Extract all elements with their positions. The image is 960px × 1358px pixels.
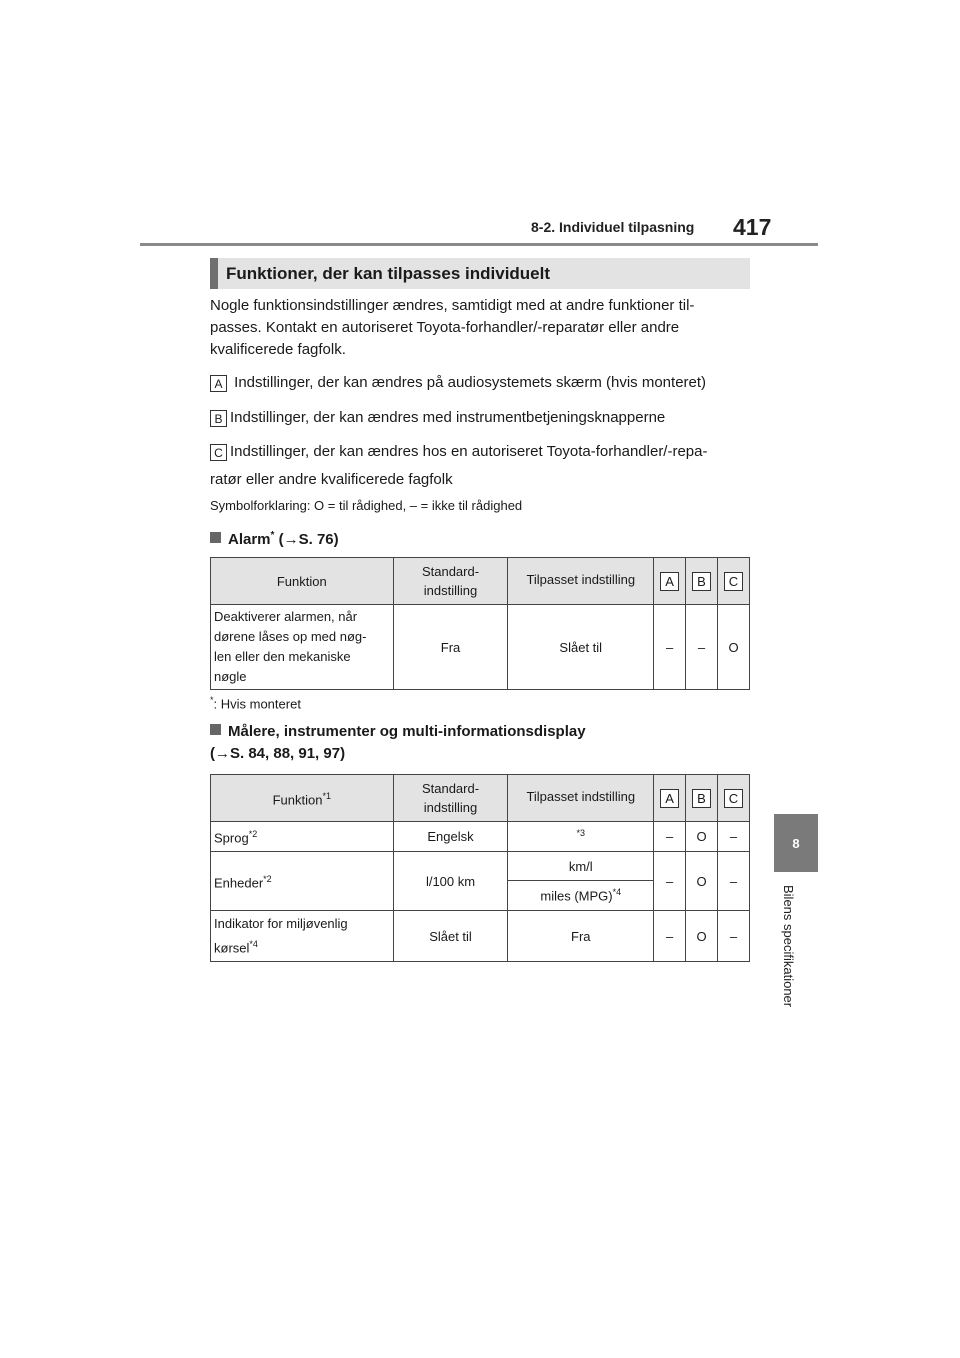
- footnote-text: : Hvis monteret: [213, 696, 301, 712]
- col-header-custom: Tilpasset indstilling: [508, 775, 654, 822]
- legend-item-c-cont: [210, 471, 453, 491]
- cell-function-text: Sprog: [214, 830, 249, 846]
- letter-b-box: B: [692, 789, 711, 808]
- cell-custom: [508, 881, 654, 911]
- section-title-text: Funktioner, der kan tilpasses individuelt: [226, 263, 551, 283]
- letter-a-box: A: [660, 789, 679, 808]
- alarm-heading-sup: *: [270, 530, 275, 541]
- cell-a: –: [654, 911, 686, 962]
- alarm-heading-ref: (→S. 76): [274, 531, 339, 548]
- cell-a: –: [654, 605, 686, 690]
- cell-default: Fra: [393, 605, 508, 690]
- col-header-default: [393, 558, 508, 605]
- alarm-heading: [210, 525, 339, 551]
- cell-function: [211, 911, 394, 962]
- cell-b: O: [686, 911, 718, 962]
- alarm-heading-text: Alarm: [228, 531, 271, 548]
- meters-heading-ref: (→S. 84, 88, 91, 97): [210, 745, 346, 762]
- intro-line: Nogle funktionsindstillinger ændres, samtidigt med at andre funktioner til-: [210, 297, 695, 314]
- cell-function-line: len eller den mekaniske: [214, 649, 351, 664]
- cell-a: –: [654, 852, 686, 911]
- square-bullet-icon: [210, 724, 221, 735]
- cell-function-text: Enheder: [214, 875, 264, 891]
- alarm-footnote: [210, 695, 301, 711]
- col-header-c: [718, 558, 750, 605]
- col-header-default-line: indstilling: [423, 583, 478, 598]
- col-header-function-sup: *1: [322, 790, 331, 801]
- cell-function-line: Indikator for miljøvenlig: [214, 915, 348, 931]
- cell-custom: Fra: [508, 911, 654, 962]
- letter-b-box: B: [210, 410, 227, 427]
- intro-line: passes. Kontakt en autoriseret Toyota-forhandler/-reparatør eller andre: [210, 319, 680, 336]
- cell-function-sup: *2: [248, 829, 258, 840]
- col-header-function: Funktion: [211, 558, 394, 605]
- cell-function-sup: *4: [249, 938, 258, 949]
- chapter-title: Bilens specifikationer: [781, 885, 796, 1008]
- cell-a: –: [654, 822, 686, 852]
- cell-b: O: [686, 852, 718, 911]
- letter-c-box: C: [724, 789, 743, 808]
- col-header-function-text: Funktion: [272, 792, 323, 808]
- header-rule: [140, 243, 818, 246]
- cell-function: [211, 605, 394, 690]
- col-header-default-line: Standard-: [421, 564, 480, 579]
- meters-heading: [210, 721, 586, 765]
- cell-c: O: [718, 605, 750, 690]
- table-row: [211, 605, 750, 690]
- legend-text: Indstillinger, der kan ændres hos en autoriseret Toyota-forhandler/-repa-: [230, 443, 708, 460]
- cell-default: Slået til: [393, 911, 508, 962]
- meters-heading-text: Målere, instrumenter og multi-informationsdisplay: [228, 723, 586, 740]
- cell-default: l/100 km: [393, 852, 508, 911]
- cell-custom: km/l: [508, 852, 654, 881]
- footnote-mark: *: [210, 695, 214, 705]
- cell-b: O: [686, 822, 718, 852]
- legend-text: ratør eller andre kvalificerede fagfolk: [210, 471, 453, 488]
- col-header-custom: Tilpasset indstilling: [508, 558, 654, 605]
- cell-function-sup: *2: [263, 873, 272, 884]
- col-header-c: [718, 775, 750, 822]
- square-bullet-icon: [210, 532, 221, 543]
- letter-a-box: A: [660, 572, 679, 591]
- col-header-a: [654, 775, 686, 822]
- table-header-row: [211, 775, 750, 822]
- cell-custom-sup: *4: [612, 887, 622, 898]
- cell-function-line: kørsel: [214, 940, 250, 956]
- section-title: [210, 258, 750, 289]
- cell-function: [211, 852, 394, 911]
- intro-line: kvalificerede fagfolk.: [210, 341, 346, 358]
- table-row: [211, 852, 750, 881]
- section-header: 8-2. Individuel tilpasning: [531, 219, 695, 235]
- cell-function-line: Deaktiverer alarmen, når: [214, 609, 358, 624]
- legend-item-b: [210, 409, 665, 433]
- letter-b-box: B: [692, 572, 711, 591]
- cell-custom-text: miles (MPG): [540, 888, 613, 904]
- page-number: 417: [733, 214, 772, 240]
- intro-paragraph: [210, 295, 755, 361]
- col-header-default: [393, 775, 508, 822]
- cell-c: –: [718, 852, 750, 911]
- letter-a-box: A: [210, 375, 227, 392]
- chapter-tab: 8: [774, 814, 818, 872]
- letter-c-box: C: [724, 572, 743, 591]
- legend-item-c: [210, 443, 708, 467]
- col-header-b: [686, 558, 718, 605]
- letter-c-box: C: [210, 444, 227, 461]
- col-header-b: [686, 775, 718, 822]
- col-header-a: [654, 558, 686, 605]
- cell-function-line: dørene låses op med nøg-: [214, 629, 367, 644]
- cell-c: –: [718, 822, 750, 852]
- cell-function: [211, 822, 394, 852]
- cell-c: –: [718, 911, 750, 962]
- table-row: [211, 822, 750, 852]
- legend-text: Indstillinger, der kan ændres på audiosystemets skærm (hvis monteret): [230, 374, 707, 391]
- table-header-row: [211, 558, 750, 605]
- symbol-explanation: Symbolforklaring: O = til rådighed, – = ikke til rådighed: [210, 498, 523, 513]
- legend-item-a: [210, 374, 706, 398]
- cell-b: –: [686, 605, 718, 690]
- cell-custom: Slået til: [508, 605, 654, 690]
- cell-default: Engelsk: [393, 822, 508, 852]
- cell-custom: [508, 822, 654, 852]
- alarm-table: [210, 557, 750, 690]
- meters-table: [210, 774, 750, 962]
- col-header-function: [211, 775, 394, 822]
- col-header-default-line: Standard-: [421, 781, 480, 796]
- table-row: [211, 911, 750, 962]
- col-header-default-line: indstilling: [423, 800, 478, 815]
- legend-text: Indstillinger, der kan ændres med instrumentbetjeningsknapperne: [230, 409, 666, 426]
- cell-function-line: nøgle: [214, 669, 247, 684]
- cell-custom-sup: *3: [576, 828, 585, 839]
